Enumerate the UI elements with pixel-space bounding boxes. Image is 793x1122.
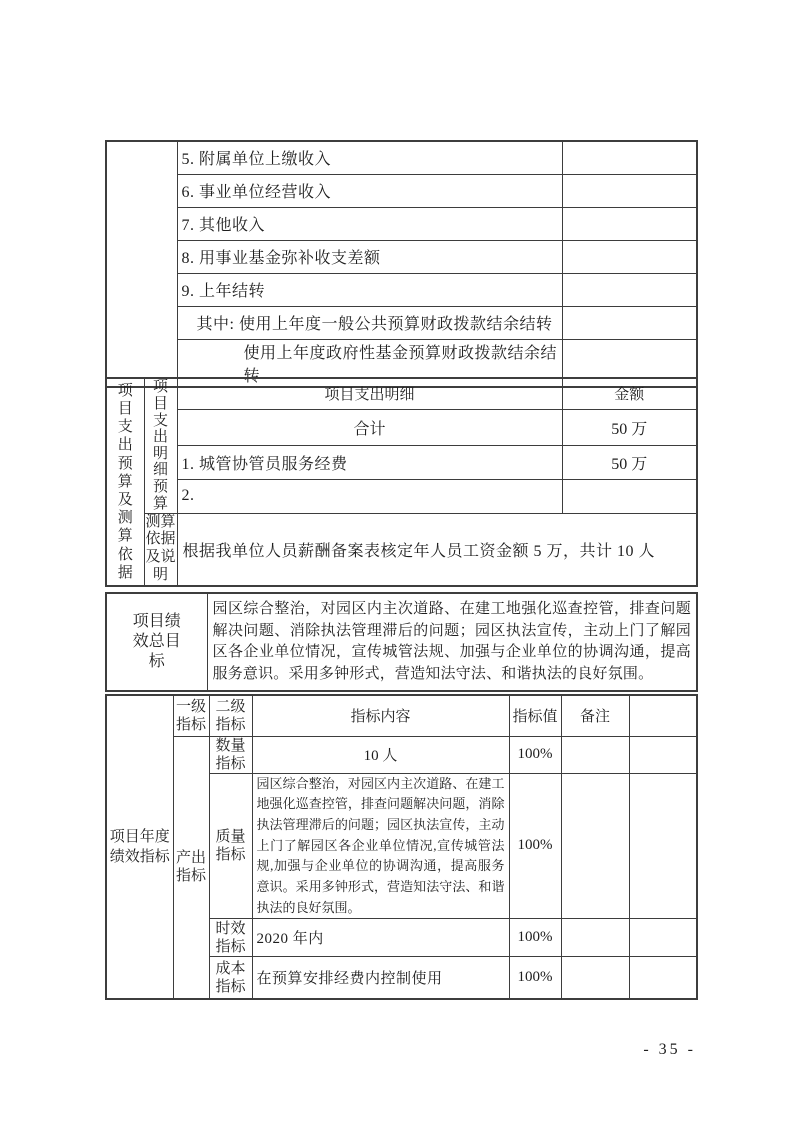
level2-label: 时效指标 xyxy=(215,920,246,955)
level2-label-cell xyxy=(209,736,252,773)
level2-header-cell xyxy=(209,695,252,736)
level2-label: 成本指标 xyxy=(215,960,246,995)
goal-content-text: 园区综合整治，对园区内主次道路、在建工地强化巡查控管，排查问题解决问题、消除执法管理滞后的问题；园区执法宣传，主动上门了解园区各企业单位情况，宣传城管法规、加强与企业单位的协调沟通，提高服务意识。采用多钟形式，营造知法守法、和谐执法的良好氛围。 xyxy=(212,601,691,682)
level1-header-cell xyxy=(173,695,209,736)
expense-detail-label: 项目支出明细预算 xyxy=(152,379,168,512)
income-item-label: 6. 事业单位经营收入 xyxy=(177,174,562,207)
expense-budget-table xyxy=(105,377,698,587)
level2-label-cell xyxy=(209,957,252,999)
level1-value: 产出指标 xyxy=(175,850,206,885)
expense-row-label: 2. xyxy=(177,479,562,513)
level2-label-cell xyxy=(209,773,252,919)
expense-detail-header: 项目支出明细 xyxy=(177,378,562,409)
income-item-label: 使用上年度政府性基金预算财政拨款结余结转 xyxy=(177,339,562,387)
level1-header: 一级指标 xyxy=(175,698,206,733)
income-amount-cell xyxy=(562,306,697,339)
income-amount-cell xyxy=(562,141,697,174)
basis-label-cell xyxy=(144,513,177,586)
income-side-cell-empty xyxy=(106,141,177,387)
expense-row-label: 1. 城管协管员服务经费 xyxy=(177,445,562,479)
extra-column-cell-empty xyxy=(629,919,697,957)
overall-goal-table xyxy=(105,592,698,692)
income-amount-cell xyxy=(562,207,697,240)
indicator-content-cell: 2020 年内 xyxy=(252,919,509,957)
indicator-value-cell: 100% xyxy=(509,773,561,919)
income-item-label: 5. 附属单位上缴收入 xyxy=(177,141,562,174)
level2-header: 二级指标 xyxy=(215,698,246,733)
amount-header: 金额 xyxy=(562,378,697,409)
expense-amount-cell: 50 万 xyxy=(562,445,697,479)
level1-value-cell xyxy=(173,736,209,999)
expense-amount-cell xyxy=(562,479,697,513)
extra-column-cell-empty xyxy=(629,773,697,919)
level2-label-cell xyxy=(209,919,252,957)
basis-label: 测算依据及说明 xyxy=(145,513,176,583)
indicator-content-cell xyxy=(252,773,509,919)
expense-detail-label-cell xyxy=(144,378,177,513)
basis-text-cell: 根据我单位人员薪酬备案表核定年人员工资金额 5 万，共计 10 人 xyxy=(177,513,697,586)
income-amount-cell xyxy=(562,174,697,207)
expense-row-label: 合计 xyxy=(177,409,562,445)
expense-side-label: 项目支出预算及测算依据 xyxy=(117,382,133,581)
income-items-table xyxy=(105,140,698,388)
quality-indicator-text: 园区综合整治，对园区内主次道路、在建工地强化巡查控管，排查问题解决问题，消除执法管理滞后的问题；园区执法宣传，主动上门了解园区各企业单位情况,宣传城管法规,加强与企业单位的协调沟通，提高服务意识。采用多钟形式，营造知法守法、和谐执法的良好氛围。 xyxy=(256,775,505,915)
goal-side-label: 项目绩效总目标 xyxy=(132,613,181,670)
goal-content-cell xyxy=(207,593,697,691)
level2-label: 数量指标 xyxy=(215,737,246,772)
note-header: 备注 xyxy=(561,695,629,736)
performance-side-label-cell xyxy=(106,695,173,999)
performance-indicator-table xyxy=(105,694,698,1000)
performance-side-label: 项目年度绩效指标 xyxy=(109,828,170,865)
income-item-label: 8. 用事业基金弥补收支差额 xyxy=(177,240,562,273)
indicator-content-cell: 在预算安排经费内控制使用 xyxy=(252,957,509,999)
expense-amount-cell: 50 万 xyxy=(562,409,697,445)
indicator-value-header: 指标值 xyxy=(509,695,561,736)
indicator-value-cell: 100% xyxy=(509,957,561,999)
indicator-value-cell: 100% xyxy=(509,736,561,773)
note-cell xyxy=(561,736,629,773)
extra-column-cell-empty xyxy=(629,736,697,773)
expense-side-label-cell xyxy=(106,378,144,586)
income-item-label: 其中: 使用上年度一般公共预算财政拨款结余结转 xyxy=(177,306,562,339)
income-item-label: 9. 上年结转 xyxy=(177,273,562,306)
level2-label: 质量指标 xyxy=(215,828,246,863)
extra-column-cell-empty xyxy=(629,957,697,999)
note-cell xyxy=(561,919,629,957)
indicator-value-cell: 100% xyxy=(509,919,561,957)
income-amount-cell xyxy=(562,273,697,306)
income-item-label: 7. 其他收入 xyxy=(177,207,562,240)
indicator-content-cell: 10 人 xyxy=(252,736,509,773)
income-amount-cell xyxy=(562,240,697,273)
page-number: - 35 - xyxy=(643,1041,696,1058)
indicator-content-header: 指标内容 xyxy=(252,695,509,736)
goal-side-label-cell xyxy=(106,593,207,691)
note-cell xyxy=(561,773,629,919)
extra-column-header-empty xyxy=(629,695,697,736)
note-cell xyxy=(561,957,629,999)
